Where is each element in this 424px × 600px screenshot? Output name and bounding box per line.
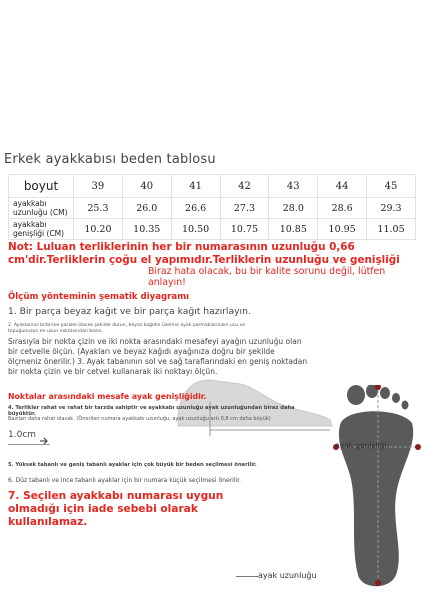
arrow-icon <box>40 430 48 438</box>
cm-value: 1.0cm <box>8 430 37 440</box>
step-5: 5. Yüksek tabanlı ve geniş tabanlı ayaklar için çok büyük bir beden seçilmesi önerilir. <box>8 462 257 468</box>
row-label: ayakkabı genişliği (CM) <box>9 219 74 240</box>
table-cell: 25.3 <box>74 198 123 219</box>
table-cell: 10.85 <box>269 219 318 240</box>
step-2d: bir cetvelle ölçün. (Ayakları ve beyaz kağıdı ayağınıza doğru bir şekilde <box>8 347 275 356</box>
size-table <box>8 174 416 240</box>
table-cell: 28.6 <box>318 198 367 219</box>
divider <box>8 444 50 445</box>
table-cell: 44 <box>318 175 367 198</box>
table-row-width <box>9 219 416 240</box>
method-heading: Ölçüm yönteminin şematik diyagramı <box>8 292 190 302</box>
foot-width-label: ayak genişliği <box>335 441 387 450</box>
table-cell: 28.0 <box>269 198 318 219</box>
step-1: 1. Bir parça beyaz kağıt ve bir parça kağıt hazırlayın. <box>8 306 251 317</box>
table-cell: 39 <box>74 175 123 198</box>
foot-length-label: ayak uzunluğu <box>258 571 317 580</box>
table-cell: 10.50 <box>171 219 220 240</box>
table-cell: 40 <box>122 175 171 198</box>
width-heading: Noktalar arasındaki mesafe ayak genişliğidir. <box>8 392 207 401</box>
step-2a: 2. Ayaklarınız birbirine paralel olacak şekilde durun, beyaz kağıdın üzerine ayak parmaklarınızın ucu ve <box>8 323 246 328</box>
table-cell: 43 <box>269 175 318 198</box>
row-label: ayakkabı uzunluğu (CM) <box>9 198 74 219</box>
table-cell: 45 <box>367 175 416 198</box>
step-2c: Sırasıyla bir nokta çizin ve iki nokta arasındaki mesafeyi ayağın uzunluğu olan <box>8 337 302 346</box>
step-2f: bir nokta çizin ve bir cetvel kullanarak iki noktayı ölçün. <box>8 367 218 376</box>
step-4b: Bazıları daha rahat olacak. (Önerilen numara ayakkabı uzunluğu, ayak uzunluğu artı 0,8 cm daha büyük) <box>8 416 271 422</box>
table-cell: 29.3 <box>367 198 416 219</box>
table-cell: 10.35 <box>122 219 171 240</box>
table-row-length <box>9 198 416 219</box>
step-2b: topuğunuzun en uzun noktasından basın. <box>8 329 104 334</box>
step-7: 7. Seçilen ayakkabı numarası uygun olmadığı için iade sebebi olarak kullanılamaz. <box>8 490 224 528</box>
table-cell: 11.05 <box>367 219 416 240</box>
length-arrow-line <box>236 576 258 577</box>
table-cell: 27.3 <box>220 198 269 219</box>
page-title: Erkek ayakkabısı beden tablosu <box>4 152 216 167</box>
note-red-sub: Biraz hata olacak, bu bir kalite sorunu değil, lütfen anlayın! <box>148 266 386 288</box>
table-cell: 10.20 <box>74 219 123 240</box>
table-cell: 26.6 <box>171 198 220 219</box>
row-label: boyut <box>9 175 74 198</box>
table-cell: 10.95 <box>318 219 367 240</box>
step-4: 4. Terlikler rahat ve rahat bir tarzda sahiptir ve ayakkabı uzunluğu ayak uzunluğundan biraz daha büyüktür. <box>8 405 295 417</box>
step-6: 6. Düz tabanlı ve ince tabanlı ayaklar için bir numara küçük seçilmesi önerilir. <box>8 477 241 484</box>
table-cell: 26.0 <box>122 198 171 219</box>
table-cell: 10.75 <box>220 219 269 240</box>
table-cell: 41 <box>171 175 220 198</box>
note-red: Not: Luluan terliklerinin her bir numarasının uzunluğu 0,66 cm'dir.Terliklerin çoğu el yapımıdır.Terliklerin uzunluğu ve genişliği <box>8 241 400 266</box>
table-row-size <box>9 175 416 198</box>
foot-top-illustration <box>330 385 424 595</box>
table-cell: 42 <box>220 175 269 198</box>
step-2e: ölçmeniz önerilir.) 3. Ayak tabanının sol ve sağ taraflarındaki en geniş noktadan <box>8 357 308 366</box>
